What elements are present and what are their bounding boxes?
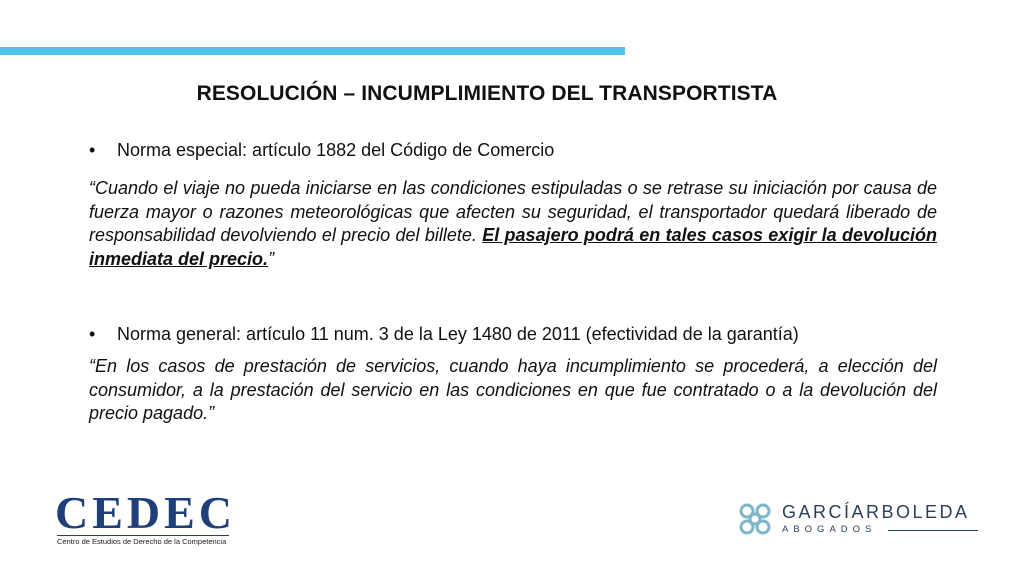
quote-codigo-comercio (89, 177, 937, 271)
ga-divider (888, 530, 978, 531)
bullet-norma-especial (89, 138, 554, 162)
knot-icon (738, 502, 772, 536)
bullet-dot: • (89, 324, 96, 344)
quote-text: “Cuando el viaje no pueda iniciarse en las condiciones estipuladas o se retrase su iniciación por causa de fuerza mayor o razones meteorológicas que afecten su seguridad, el transportador quedará liberado de responsabilidad devolviendo el precio del billete. (89, 178, 937, 245)
ga-wordmark: GARCÍARBOLEDA (782, 502, 970, 522)
bullet-text: Norma general: artículo 11 num. 3 de la Ley 1480 de 2011 (efectividad de la garantía) (117, 324, 799, 344)
cedec-wordmark: CEDEC (55, 487, 237, 538)
quote-emphasis: El pasajero podrá en tales casos exigir la devolución inmediata del precio. (89, 225, 937, 269)
quote-ley-1480: “En los casos de prestación de servicios, cuando haya incumplimiento se procederá, a elección del consumidor, a la prestación del servicio en las condiciones en que fue contratado o a la devolución del precio pagado.” (89, 356, 937, 423)
slide-title: RESOLUCIÓN – INCUMPLIMIENTO DEL TRANSPORTISTA (196, 82, 778, 105)
bullet-dot: • (89, 140, 96, 160)
bullet-norma-general (89, 322, 799, 346)
cedec-subtitle: Centro de Estudios de Derecho de la Competencia (57, 535, 229, 546)
ga-subtitle: ABOGADOS (782, 524, 877, 535)
bullet-text: Norma especial: artículo 1882 del Código de Comercio (117, 140, 555, 160)
accent-bar (0, 47, 625, 55)
quote-close: ” (268, 248, 275, 269)
cedec-logo (55, 487, 237, 546)
